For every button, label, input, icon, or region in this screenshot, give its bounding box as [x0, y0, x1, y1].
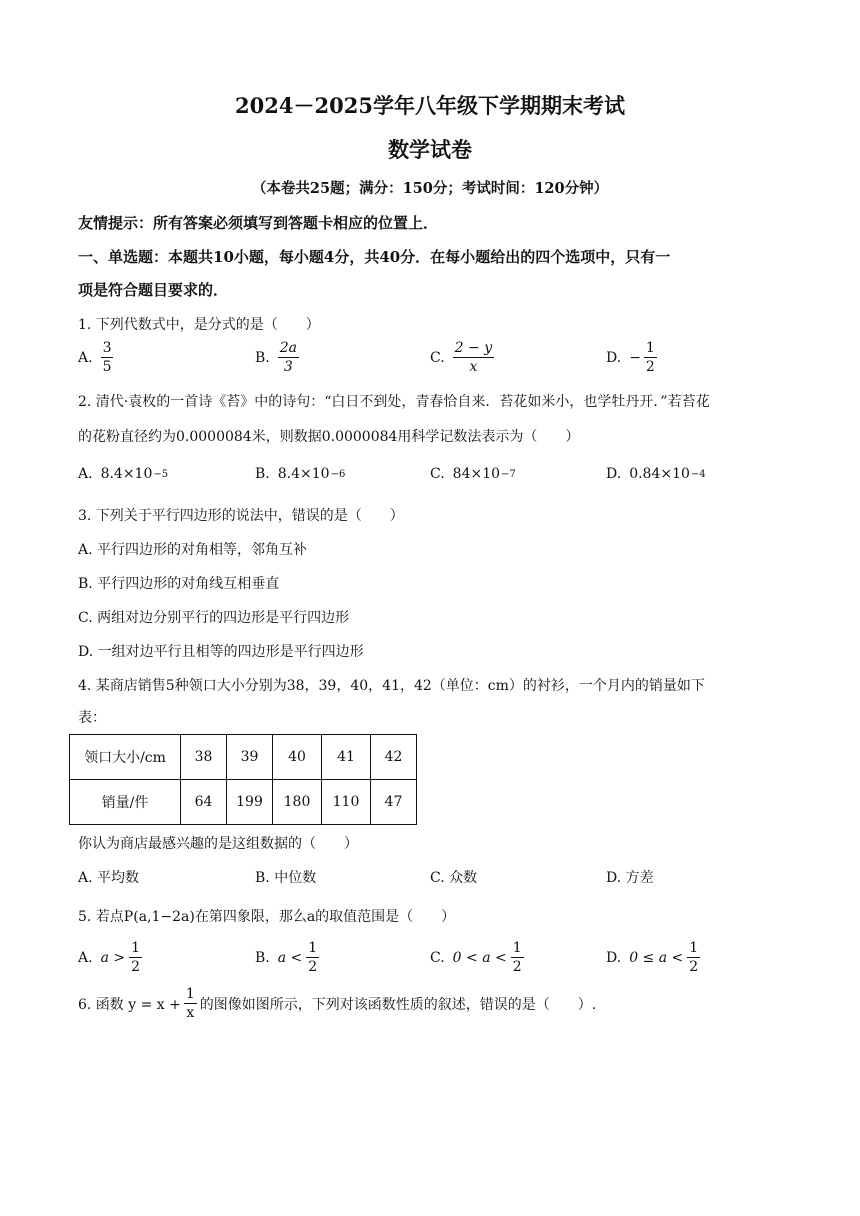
option-label: B. [255, 349, 270, 366]
q4-option-a: A. 平均数 [78, 870, 140, 886]
denominator: 2 [512, 959, 522, 976]
table-cell: 180 [273, 780, 322, 825]
q2-stem-line2: 的花粉直径约为0.0000084米，则数据0.0000084用科学记数法表示为（ ） [78, 429, 580, 445]
fraction [644, 340, 657, 375]
q3-option-a: A. 平行四边形的对角相等，邻角互补 [78, 542, 308, 558]
numerator: 1 [511, 940, 524, 958]
sci-base: 8.4×10 [277, 466, 330, 482]
q1-option-c [430, 340, 494, 375]
q5-option-c [430, 940, 524, 975]
q4-stem-line2: 表： [78, 710, 106, 726]
exam-info: （本卷共25题；满分：150分；考试时间：120分钟） [251, 180, 609, 197]
table-row [70, 735, 417, 780]
table-cell: 47 [371, 780, 417, 825]
numerator: 1 [306, 940, 319, 958]
q2-option-c [430, 466, 516, 482]
q4-option-d: D. 方差 [606, 870, 654, 886]
q5-option-d [606, 940, 700, 975]
q2-option-d [606, 466, 706, 482]
denominator: x [186, 1005, 195, 1022]
option-label: B. [255, 466, 270, 482]
q4-stem-line1: 4. 某商店销售5种领口大小分别为38，39，40，41，42（单位：cm）的衬衫，一个月内的销量如下 [78, 678, 705, 694]
table-cell: 40 [273, 735, 322, 780]
sci-base: 0.84×10 [629, 466, 690, 482]
denominator: 2 [308, 959, 318, 976]
exam-title: 2024－2025学年八年级下学期期末考试 [235, 93, 625, 118]
option-label: D. [606, 349, 622, 366]
sci-base: 84×10 [452, 466, 501, 482]
denominator: 5 [102, 359, 112, 376]
q5-option-a [78, 940, 142, 975]
inequality: a > [100, 949, 126, 966]
denominator: 2 [645, 359, 655, 376]
section-heading-line2: 项是符合题目要求的． [78, 281, 229, 299]
inequality: a < [277, 949, 303, 966]
q6-stem [78, 986, 596, 1021]
table-cell: 110 [322, 780, 371, 825]
table-cell: 41 [322, 735, 371, 780]
fraction [278, 340, 299, 375]
numerator: 2 − y [453, 340, 494, 358]
table-cell: 38 [181, 735, 227, 780]
q1-option-b [255, 340, 299, 375]
sci-exponent: −7 [501, 468, 516, 480]
section-heading-line1: 一、单选题：本题共10小题，每小题4分，共40分．在每小题给出的四个选项中，只有一 [78, 248, 671, 266]
table-header-sales: 销量/件 [70, 780, 181, 825]
table-row [70, 780, 417, 825]
fraction [453, 340, 494, 375]
table-header-size: 领口大小/cm [70, 735, 181, 780]
numerator: 1 [644, 340, 657, 358]
fraction [101, 340, 114, 375]
table-cell: 64 [181, 780, 227, 825]
numerator: 1 [184, 986, 197, 1004]
denominator: 2 [131, 959, 141, 976]
q1-option-d [606, 340, 657, 375]
sales-table [69, 734, 417, 825]
q1-option-a [78, 340, 113, 375]
q4-option-c: C. 众数 [430, 870, 478, 886]
q5-option-b [255, 940, 319, 975]
numerator: 1 [687, 940, 700, 958]
fraction [129, 940, 142, 975]
q3-option-b: B. 平行四边形的对角线互相垂直 [78, 576, 280, 592]
q2-option-a [78, 466, 168, 482]
denominator: 2 [689, 959, 699, 976]
q5-stem: 5. 若点P(a,1−2a)在第四象限，那么a的取值范围是（ ） [78, 909, 456, 925]
option-label: C. [430, 949, 445, 966]
exam-subtitle: 数学试卷 [388, 137, 472, 162]
table-cell: 199 [227, 780, 273, 825]
sci-exponent: −6 [330, 468, 346, 480]
fraction [511, 940, 524, 975]
fraction [687, 940, 700, 975]
q4-option-b: B. 中位数 [255, 870, 317, 886]
fraction [306, 940, 319, 975]
q2-option-b [255, 466, 345, 482]
numerator: 2a [278, 340, 299, 358]
q1-stem: 1. 下列代数式中，是分式的是（ ） [78, 317, 320, 333]
inequality: 0 < a < [452, 949, 507, 966]
option-label: C. [430, 349, 445, 366]
option-label: D. [606, 949, 622, 966]
q2-stem-line1: 2. 清代·袁枚的一首诗《苔》中的诗句：“白日不到处，青春恰自来．苔花如米小，也学牡丹开．”若苔花 [78, 394, 710, 410]
option-label: C. [430, 466, 445, 482]
table-cell: 42 [371, 735, 417, 780]
q3-option-c: C. 两组对边分别平行的四边形是平行四边形 [78, 610, 350, 626]
option-label: A. [78, 349, 93, 366]
numerator: 3 [101, 340, 114, 358]
sci-exponent: −5 [153, 468, 169, 480]
option-label: D. [606, 466, 622, 482]
inequality: 0 ≤ a < [629, 949, 684, 966]
q3-stem: 3. 下列关于平行四边形的说法中，错误的是（ ） [78, 508, 404, 524]
option-label: A. [78, 949, 93, 966]
option-label: A. [78, 466, 93, 482]
q6-stem-prefix: 6. 函数 y = x + [78, 996, 181, 1013]
q6-stem-suffix: 的图像如图所示，下列对该函数性质的叙述，错误的是（ ）. [199, 996, 597, 1013]
numerator: 1 [129, 940, 142, 958]
friendly-tip: 友情提示：所有答案必须填写到答题卡相应的位置上． [78, 214, 439, 232]
sci-base: 8.4×10 [100, 466, 153, 482]
sci-exponent: −4 [690, 468, 706, 480]
minus-sign: − [629, 349, 641, 366]
table-cell: 39 [227, 735, 273, 780]
denominator: 3 [283, 359, 293, 376]
option-label: B. [255, 949, 270, 966]
q3-option-d: D. 一组对边平行且相等的四边形是平行四边形 [78, 644, 364, 660]
denominator: x [469, 359, 478, 376]
fraction [184, 986, 197, 1021]
q4-question: 你认为商店最感兴趣的是这组数据的（ ） [78, 836, 358, 852]
